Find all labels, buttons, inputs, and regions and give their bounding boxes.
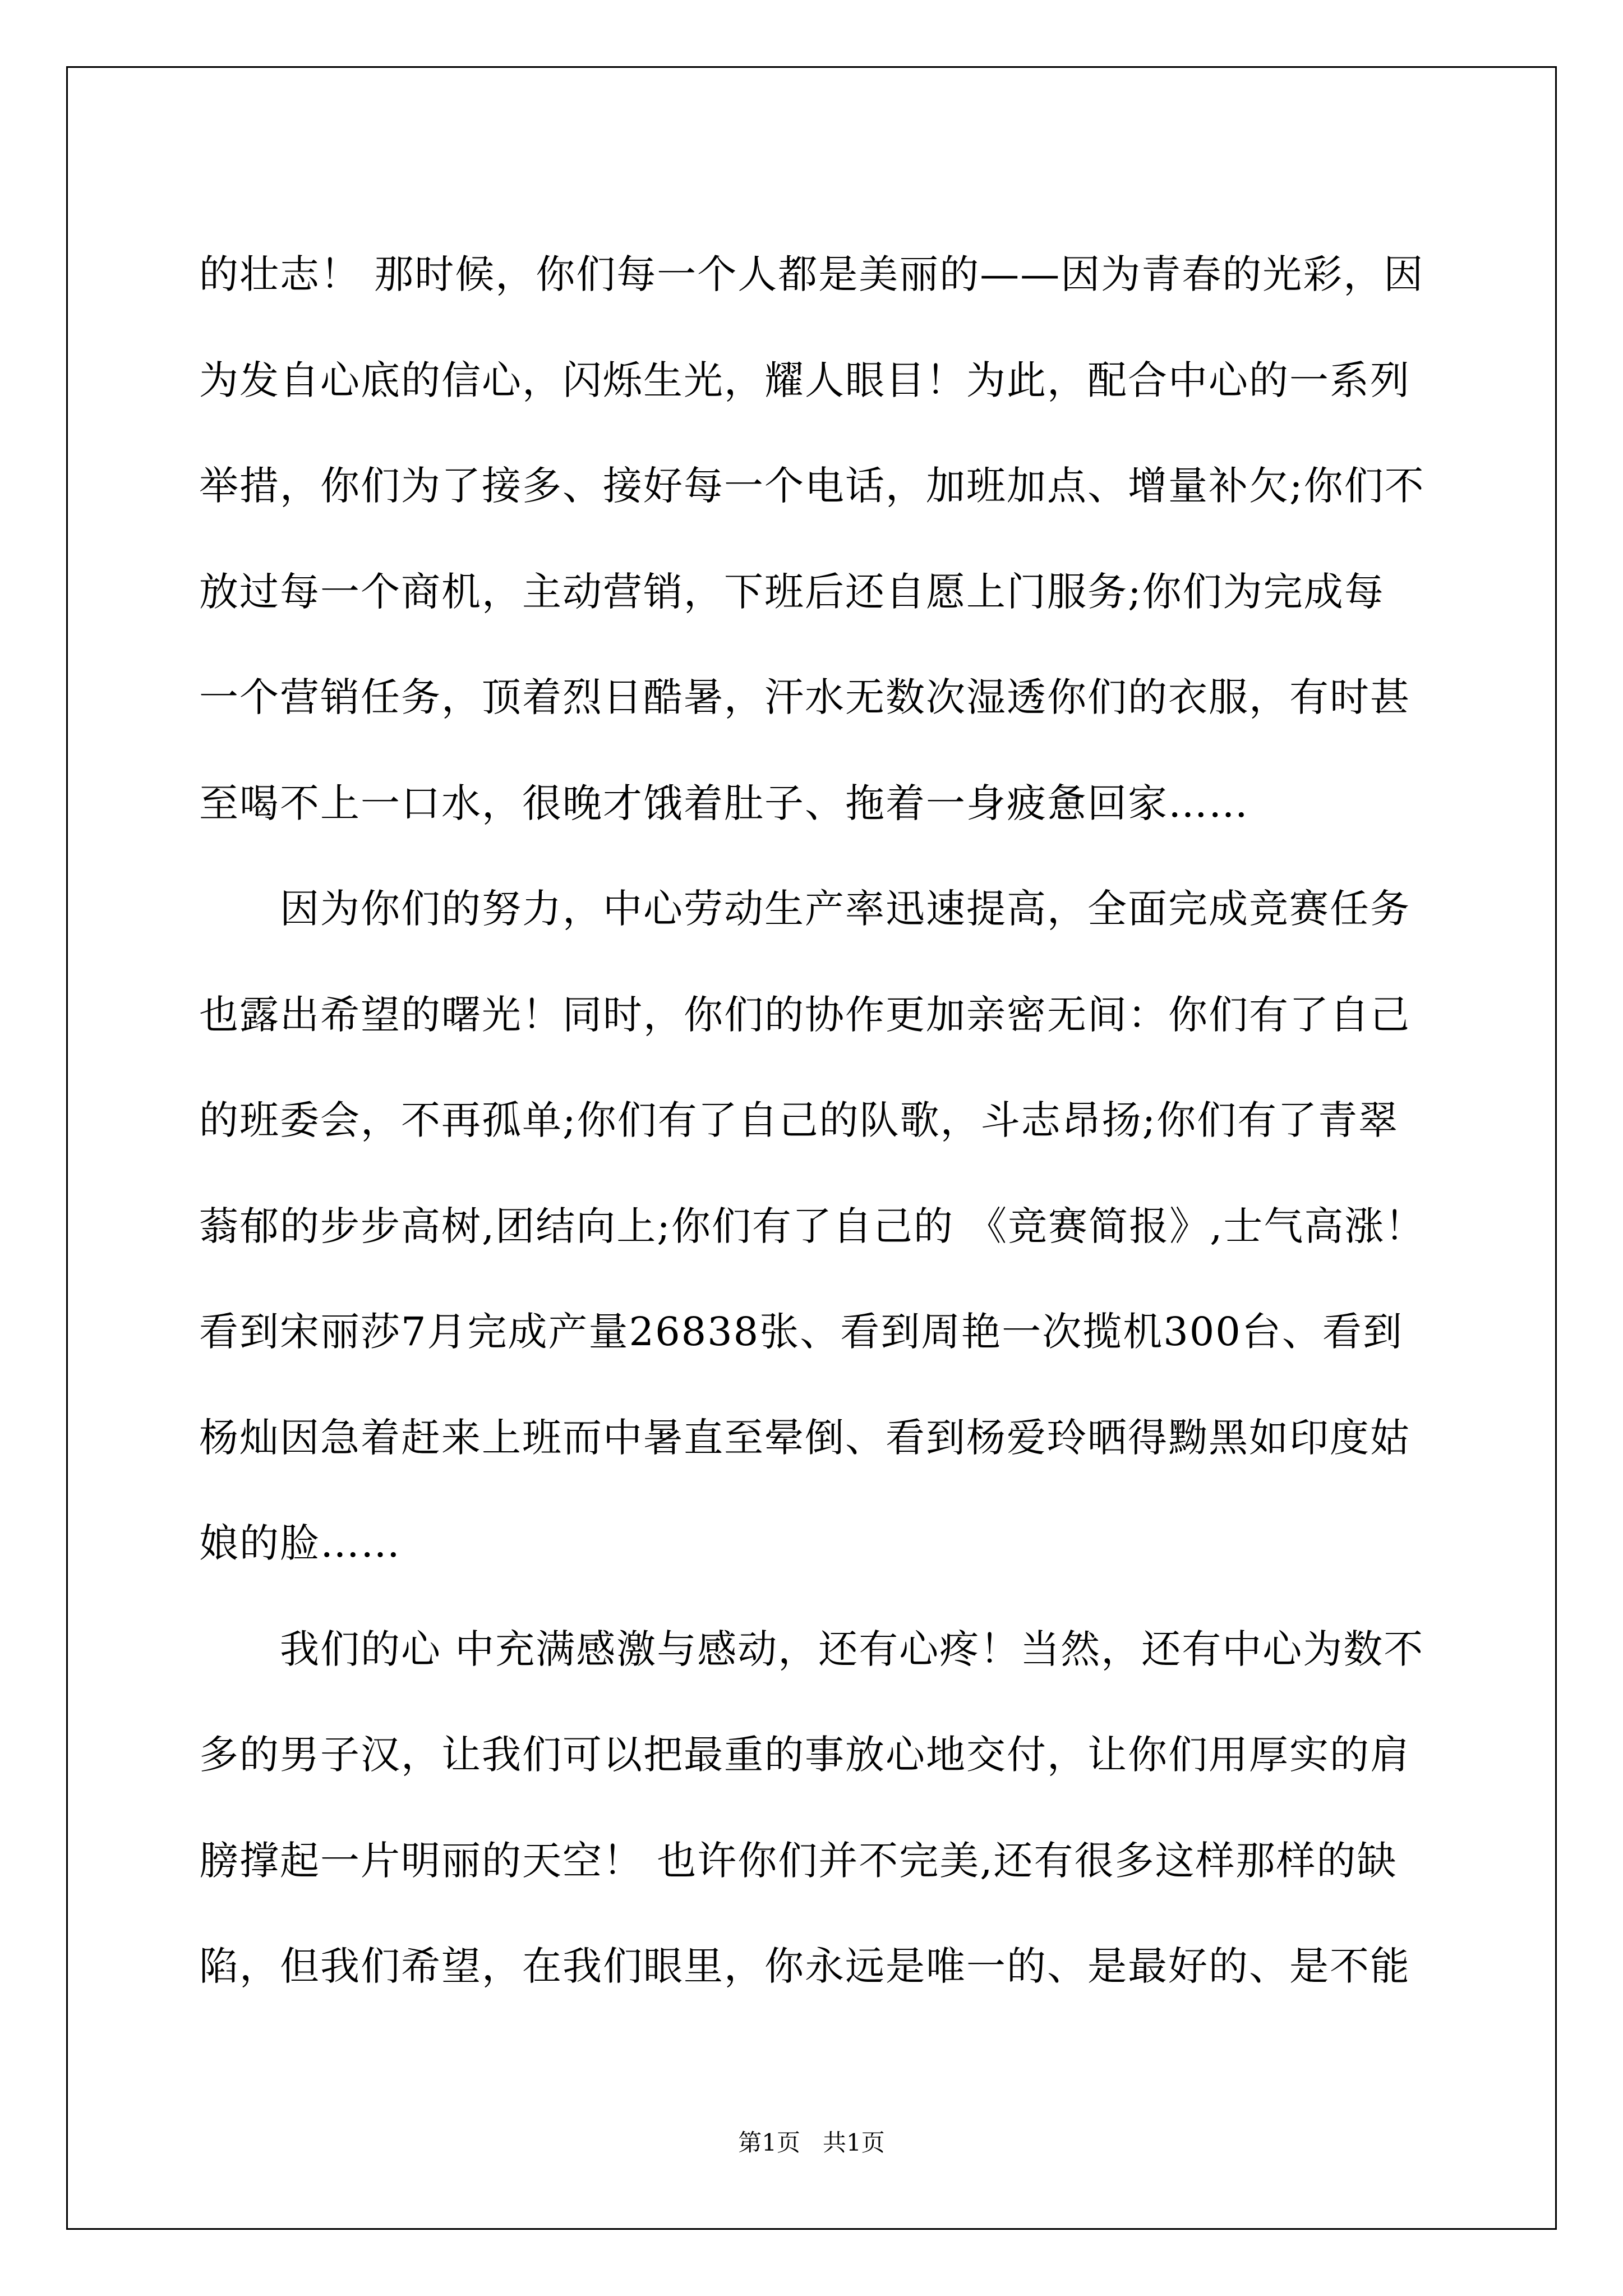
page-number-footer: 第1页 共1页 bbox=[738, 2129, 885, 2156]
text-line: 因为你们的努力，中心劳动生产率迅速提高，全面完成竞赛任务 bbox=[199, 886, 1410, 932]
document-body bbox=[199, 222, 1438, 2019]
text-line: 看到宋丽莎7月完成产量26838张、看到周艳一次揽机300台、看到 bbox=[199, 1309, 1403, 1355]
text-line: 至喝不上一口水，很晚才饿着肚子、拖着一身疲惫回家…… bbox=[199, 780, 1249, 826]
text-line: 一个营销任务，顶着烈日酷暑，汗水无数次湿透你们的衣服，有时甚 bbox=[199, 674, 1410, 720]
text-line: 放过每一个商机，主动营销，下班后还自愿上门服务;你们为完成每 bbox=[199, 568, 1385, 615]
text-line: 为发自心底的信心，闪烁生光，耀人眼目！为此，配合中心的一系列 bbox=[199, 357, 1410, 403]
text-line: 陷，但我们希望，在我们眼里，你永远是唯一的、是最好的、是不能 bbox=[199, 1943, 1410, 1989]
text-line: 的壮志！ 那时候，你们每一个人都是美丽的——因为青春的光彩，因 bbox=[199, 251, 1424, 297]
text-line: 的班委会，不再孤单;你们有了自己的队歌，斗志昂扬;你们有了青翠 bbox=[199, 1097, 1399, 1143]
text-line: 膀撑起一片明丽的天空！ 也许你们并不完美,还有很多这样那样的缺 bbox=[199, 1837, 1398, 1884]
text-line: 多的男子汉，让我们可以把最重的事放心地交付，让你们用厚实的肩 bbox=[199, 1732, 1410, 1778]
text-line: 杨灿因急着赶来上班而中暑直至晕倒、看到杨爱玲晒得黝黑如印度姑 bbox=[199, 1414, 1410, 1461]
text-line: 也露出希望的曙光！同时，你们的协作更加亲密无间：你们有了自己 bbox=[199, 991, 1410, 1038]
text-line: 娘的脸…… bbox=[199, 1520, 401, 1566]
text-line: 我们的心 中充满感激与感动，还有心疼！当然，还有中心为数不 bbox=[199, 1626, 1424, 1672]
text-line: 蓊郁的步步高树,团结向上;你们有了自己的 《竞赛简报》,士气高涨！ bbox=[199, 1203, 1426, 1249]
text-line: 举措，你们为了接多、接好每一个电话，加班加点、增量补欠;你们不 bbox=[199, 463, 1425, 509]
